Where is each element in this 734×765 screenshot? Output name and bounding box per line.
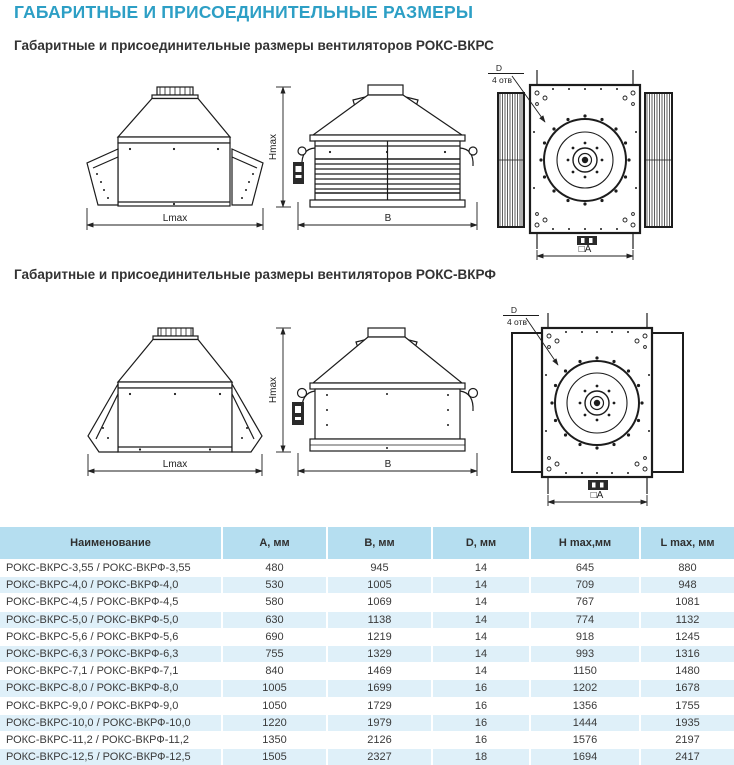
- dimension-value-cell: 16: [432, 697, 530, 714]
- dimension-value-cell: 480: [222, 560, 327, 577]
- fan-model-cell: РОКС-ВКРС-5,0 / РОКС-ВКРФ-5,0: [0, 611, 222, 628]
- fan-model-cell: РОКС-ВКРС-4,5 / РОКС-ВКРФ-4,5: [0, 594, 222, 611]
- fan-model-cell: РОКС-ВКРС-11,2 / РОКС-ВКРФ-11,2: [0, 731, 222, 748]
- dimension-value-cell: 645: [530, 560, 640, 577]
- dimension-value-cell: 1480: [640, 663, 734, 680]
- holes-count-label: 4 отв: [491, 75, 513, 85]
- dimension-value-cell: 1138: [327, 611, 432, 628]
- table-row: [0, 577, 734, 594]
- col-header-name: Наименование: [0, 527, 222, 560]
- table-row: [0, 749, 734, 765]
- subtitle-vkrf: Габаритные и присоединительные размеры вентиляторов РОКС-ВКРФ: [14, 267, 496, 282]
- table-row: [0, 628, 734, 645]
- fan-model-cell: РОКС-ВКРС-10,0 / РОКС-ВКРФ-10,0: [0, 714, 222, 731]
- hmax-dimension-label: Hmax: [268, 133, 279, 161]
- dimension-value-cell: 840: [222, 663, 327, 680]
- table-row: [0, 663, 734, 680]
- dimension-value-cell: 1469: [327, 663, 432, 680]
- dimension-value-cell: 1050: [222, 697, 327, 714]
- vkrf-front-view-drawing: [292, 328, 478, 476]
- table-row: [0, 560, 734, 577]
- dimension-value-cell: 1081: [640, 594, 734, 611]
- b-dimension-label: B: [384, 213, 392, 224]
- dimension-value-cell: 1150: [530, 663, 640, 680]
- table-row: [0, 697, 734, 714]
- col-header-d: D, мм: [432, 527, 530, 560]
- table-row: [0, 594, 734, 611]
- fan-model-cell: РОКС-ВКРС-6,3 / РОКС-ВКРФ-6,3: [0, 645, 222, 662]
- d-dimension-label: D: [510, 305, 518, 315]
- d-dimension-label: D: [495, 63, 503, 73]
- vkrf-drawings: [0, 298, 734, 526]
- dimension-value-cell: 1069: [327, 594, 432, 611]
- vkrs-top-view-drawing: [488, 63, 672, 260]
- b-dimension-label: B: [384, 459, 392, 470]
- fan-model-cell: РОКС-ВКРС-9,0 / РОКС-ВКРФ-9,0: [0, 697, 222, 714]
- col-header-lmax: L max, мм: [640, 527, 734, 560]
- vkrs-front-view-drawing: [293, 85, 477, 230]
- dimension-value-cell: 1935: [640, 714, 734, 731]
- subtitle-vkrs: Габаритные и присоединительные размеры вентиляторов РОКС-ВКРС: [14, 38, 494, 53]
- col-header-hmax: H max,мм: [530, 527, 640, 560]
- vkrf-drawings-row: [0, 298, 734, 526]
- dimension-value-cell: 1505: [222, 749, 327, 765]
- dimension-value-cell: 1576: [530, 731, 640, 748]
- table-header-row: [0, 527, 734, 560]
- dimension-value-cell: 2327: [327, 749, 432, 765]
- dimension-value-cell: 993: [530, 645, 640, 662]
- fan-model-cell: РОКС-ВКРС-5,6 / РОКС-ВКРФ-5,6: [0, 628, 222, 645]
- dimension-value-cell: 630: [222, 611, 327, 628]
- col-header-b: В, мм: [327, 527, 432, 560]
- dimension-value-cell: 1220: [222, 714, 327, 731]
- fan-model-cell: РОКС-ВКРС-12,5 / РОКС-ВКРФ-12,5: [0, 749, 222, 765]
- dimension-value-cell: 16: [432, 714, 530, 731]
- dimension-value-cell: 14: [432, 663, 530, 680]
- vkrf-top-view-drawing: [503, 305, 683, 506]
- dimension-value-cell: 16: [432, 680, 530, 697]
- dimension-value-cell: 2197: [640, 731, 734, 748]
- dimension-value-cell: 1979: [327, 714, 432, 731]
- table-row: [0, 714, 734, 731]
- dimension-value-cell: 918: [530, 628, 640, 645]
- fan-model-cell: РОКС-ВКРС-3,55 / РОКС-ВКРФ-3,55: [0, 560, 222, 577]
- dimension-value-cell: 1350: [222, 731, 327, 748]
- dimension-value-cell: 14: [432, 611, 530, 628]
- dimension-value-cell: 1245: [640, 628, 734, 645]
- dimension-value-cell: 945: [327, 560, 432, 577]
- fan-model-cell: РОКС-ВКРС-4,0 / РОКС-ВКРФ-4,0: [0, 577, 222, 594]
- dimension-value-cell: 1005: [327, 577, 432, 594]
- dimension-value-cell: 18: [432, 749, 530, 765]
- holes-count-label: 4 отв: [506, 317, 528, 327]
- lmax-dimension-label: Lmax: [162, 459, 188, 470]
- dimension-value-cell: 774: [530, 611, 640, 628]
- dimension-value-cell: 14: [432, 594, 530, 611]
- dimension-value-cell: 14: [432, 560, 530, 577]
- table-row: [0, 680, 734, 697]
- dimension-value-cell: 1219: [327, 628, 432, 645]
- dimension-value-cell: 1678: [640, 680, 734, 697]
- vkrs-hmax-dimension: [268, 87, 291, 207]
- dimension-value-cell: 767: [530, 594, 640, 611]
- dimension-value-cell: 1005: [222, 680, 327, 697]
- dimension-value-cell: 16: [432, 731, 530, 748]
- dimension-value-cell: 880: [640, 560, 734, 577]
- dimensions-table: [0, 527, 734, 765]
- dimension-value-cell: 14: [432, 645, 530, 662]
- table-row: [0, 611, 734, 628]
- dimension-value-cell: 948: [640, 577, 734, 594]
- table-row: [0, 731, 734, 748]
- hmax-dimension-label: Hmax: [268, 376, 279, 404]
- a-square-dimension-label: □A: [578, 244, 592, 255]
- lmax-dimension-label: Lmax: [162, 213, 188, 224]
- dimension-value-cell: 1699: [327, 680, 432, 697]
- dimension-value-cell: 580: [222, 594, 327, 611]
- dimension-value-cell: 14: [432, 628, 530, 645]
- vkrf-side-view-drawing: [88, 328, 262, 476]
- dimension-value-cell: 530: [222, 577, 327, 594]
- dimension-value-cell: 2126: [327, 731, 432, 748]
- dimension-value-cell: 755: [222, 645, 327, 662]
- dimension-value-cell: 1729: [327, 697, 432, 714]
- dimension-value-cell: 1694: [530, 749, 640, 765]
- a-square-dimension-label: □A: [590, 490, 604, 501]
- dimension-value-cell: 1444: [530, 714, 640, 731]
- fan-model-cell: РОКС-ВКРС-7,1 / РОКС-ВКРФ-7,1: [0, 663, 222, 680]
- dimension-value-cell: 1132: [640, 611, 734, 628]
- dimension-value-cell: 690: [222, 628, 327, 645]
- dimension-value-cell: 1316: [640, 645, 734, 662]
- dimension-value-cell: 1202: [530, 680, 640, 697]
- page-title: ГАБАРИТНЫЕ И ПРИСОЕДИНИТЕЛЬНЫЕ РАЗМЕРЫ: [14, 2, 474, 22]
- dimension-value-cell: 14: [432, 577, 530, 594]
- dimension-value-cell: 709: [530, 577, 640, 594]
- dimension-value-cell: 2417: [640, 749, 734, 765]
- dimension-value-cell: 1755: [640, 697, 734, 714]
- fan-model-cell: РОКС-ВКРС-8,0 / РОКС-ВКРФ-8,0: [0, 680, 222, 697]
- vkrf-hmax-dimension: [268, 328, 291, 452]
- col-header-a: А, мм: [222, 527, 327, 560]
- vkrs-drawings-row: [0, 62, 734, 262]
- vkrs-drawings: [0, 62, 734, 262]
- dimension-value-cell: 1329: [327, 645, 432, 662]
- dimension-value-cell: 1356: [530, 697, 640, 714]
- vkrs-side-view-drawing: [87, 87, 263, 230]
- table-row: [0, 645, 734, 662]
